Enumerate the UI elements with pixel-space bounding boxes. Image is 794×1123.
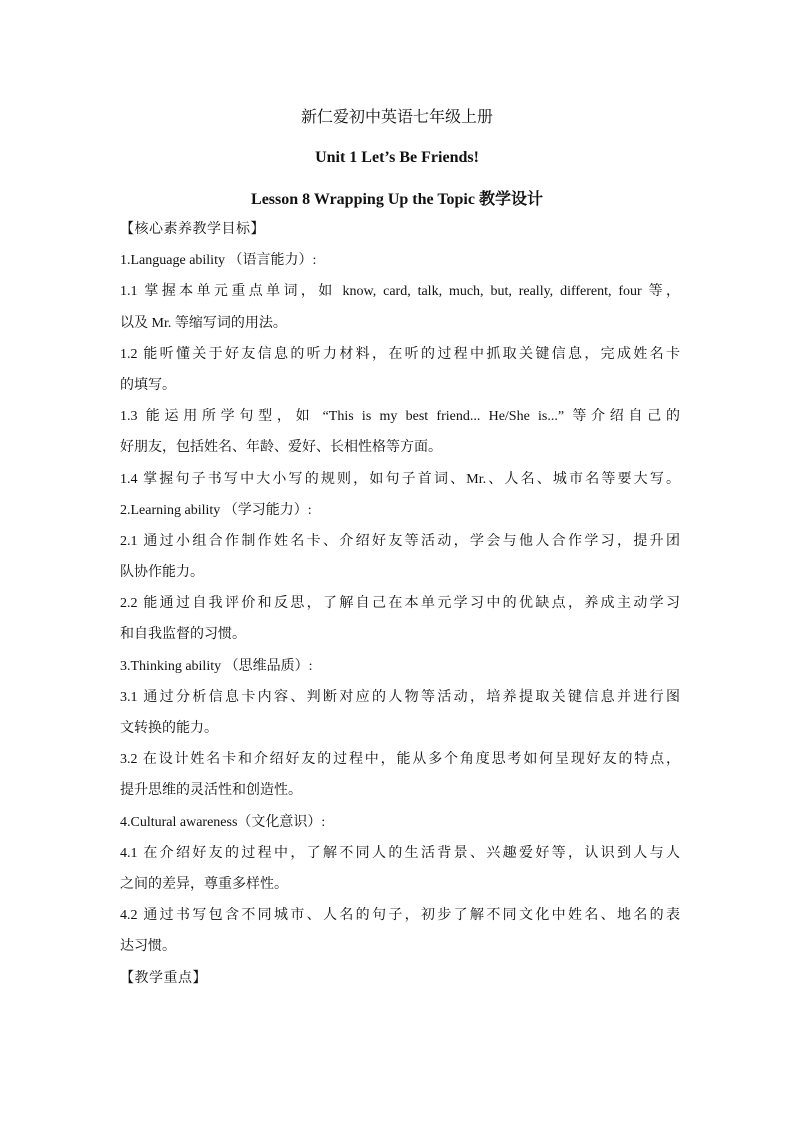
body-line: 1.3 能运用所学句型，如 “This is my best friend... He/She is...” 等介绍自己的 [120,409,680,425]
section-heading-key-points: 【教学重点】 [120,970,207,986]
body-line: 2.1 通过小组合作制作姓名卡、介绍好友等活动，学会与他人合作学习，提升团 [120,533,680,549]
section-heading-core-goals: 【核心素养教学目标】 [120,222,265,237]
body-line: 好朋友，包括姓名、年龄、爱好、长相性格等方面。 [120,440,442,456]
body-line: 3.1 通过分析信息卡内容、判断对应的人物等活动，培养提取关键信息并进行图 [120,689,680,705]
body-line: 提升思维的灵活性和创造性。 [120,783,302,799]
lesson-title: Lesson 8 Wrapping Up the Topic 教学设计 [251,191,543,208]
body-line: 和自我监督的习惯。 [120,627,246,643]
body-line: 以及 Mr. 等缩写词的用法。 [120,315,287,331]
body-line: 之间的差异，尊重多样性。 [120,876,288,892]
body-line: 3.2 在设计姓名卡和介绍好友的过程中，能从多个角度思考如何呈现好友的特点， [120,752,680,768]
body-line: 队协作能力。 [120,565,204,581]
body-line: 1.1 掌握本单元重点单词，如 know, card, talk, much, but, really, different, four 等， [120,284,680,300]
body-line: 4.2 通过书写包含不同城市、人名的句子，初步了解不同文化中姓名、地名的表 [120,908,680,924]
document-title: 新仁爱初中英语七年级上册 [300,107,493,126]
goal-heading-language: 1.Language ability （语言能力）: [120,253,317,269]
goal-heading-thinking: 3.Thinking ability （思维品质）: [120,658,313,674]
body-line: 的填写。 [120,377,176,393]
body-line: 1.2 能听懂关于好友信息的听力材料，在听的过程中抓取关键信息，完成姓名卡 [120,346,680,362]
goal-heading-cultural: 4.Cultural awareness（文化意识）: [120,814,326,830]
body-line: 达习惯。 [120,939,176,955]
body-line: 文转换的能力。 [120,721,218,736]
body-line: 4.1 在介绍好友的过程中，了解不同人的生活背景、兴趣爱好等，认识到人与人 [120,845,680,861]
body-line: 1.4 掌握句子书写中大小写的规则，如句子首词、Mr.、人名、城市名等要大写。 [120,471,680,487]
goal-heading-learning: 2.Learning ability （学习能力）: [120,502,312,518]
document-body [120,219,680,999]
body-line: 2.2 能通过自我评价和反思，了解自己在本单元学习中的优缺点，养成主动学习 [120,596,680,612]
unit-title: Unit 1 Let’s Be Friends! [315,149,479,166]
